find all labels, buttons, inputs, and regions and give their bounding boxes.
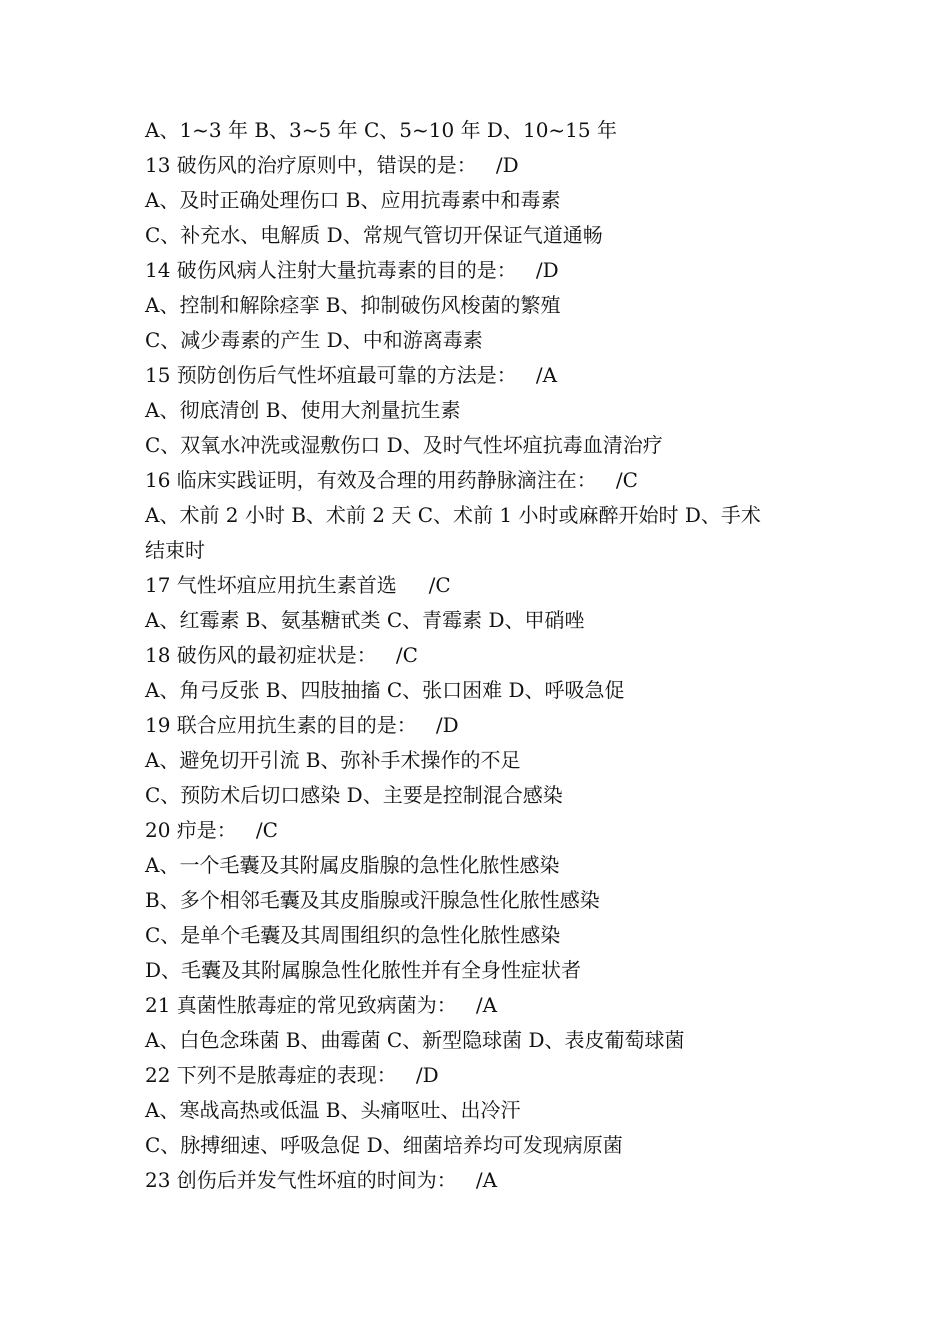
text-line-options: A、红霉素 B、氨基糖甙类 C、青霉素 D、甲硝唑	[145, 608, 585, 632]
text-line-options: A、寒战高热或低温 B、头痛呕吐、出冷汗	[145, 1098, 521, 1122]
question-17: 17 气性坏疽应用抗生素首选 /C	[145, 573, 451, 597]
text-line-options: A、避免切开引流 B、弥补手术操作的不足	[145, 748, 521, 772]
question-22: 22 下列不是脓毒症的表现： /D	[145, 1063, 439, 1087]
text-line-options: A、1~3 年 B、3~5 年 C、5~10 年 D、10~15 年	[145, 118, 617, 142]
text-line-options: A、彻底清创 B、使用大剂量抗生素	[145, 398, 461, 422]
question-21: 21 真菌性脓毒症的常见致病菌为： /A	[145, 993, 498, 1017]
text-line-options: D、毛囊及其附属腺急性化脓性并有全身性症状者	[145, 958, 582, 982]
text-line-options: B、多个相邻毛囊及其皮脂腺或汗腺急性化脓性感染	[145, 888, 600, 912]
document-body	[145, 113, 810, 1198]
text-line-continuation: 结束时	[145, 538, 205, 562]
text-line-options: C、是单个毛囊及其周围组织的急性化脓性感染	[145, 923, 561, 947]
question-14: 14 破伤风病人注射大量抗毒素的目的是： /D	[145, 258, 559, 282]
question-20: 20 疖是： /C	[145, 818, 278, 842]
text-line-options: A、一个毛囊及其附属皮脂腺的急性化脓性感染	[145, 853, 560, 877]
question-15: 15 预防创伤后气性坏疽最可靠的方法是： /A	[145, 363, 558, 387]
text-line-options: A、及时正确处理伤口 B、应用抗毒素中和毒素	[145, 188, 561, 212]
text-line-options: A、白色念珠菌 B、曲霉菌 C、新型隐球菌 D、表皮葡萄球菌	[145, 1028, 685, 1052]
text-line-options: C、补充水、电解质 D、常规气管切开保证气道通畅	[145, 223, 603, 247]
text-line-options: C、减少毒素的产生 D、中和游离毒素	[145, 328, 483, 352]
question-18: 18 破伤风的最初症状是： /C	[145, 643, 418, 667]
text-line-options: C、脉搏细速、呼吸急促 D、细菌培养均可发现病原菌	[145, 1133, 623, 1157]
text-line-options: A、术前 2 小时 B、术前 2 天 C、术前 1 小时或麻醉开始时 D、手术	[145, 503, 761, 527]
question-23: 23 创伤后并发气性坏疽的时间为： /A	[145, 1168, 498, 1192]
text-line-options: A、控制和解除痉挛 B、抑制破伤风梭菌的繁殖	[145, 293, 561, 317]
text-line-options: C、双氧水冲洗或湿敷伤口 D、及时气性坏疽抗毒血清治疗	[145, 433, 663, 457]
text-line-options: A、角弓反张 B、四肢抽搐 C、张口困难 D、呼吸急促	[145, 678, 625, 702]
text-line-options: C、预防术后切口感染 D、主要是控制混合感染	[145, 783, 563, 807]
question-16: 16 临床实践证明，有效及合理的用药静脉滴注在： /C	[145, 468, 638, 492]
question-13: 13 破伤风的治疗原则中，错误的是： /D	[145, 153, 519, 177]
question-19: 19 联合应用抗生素的目的是： /D	[145, 713, 459, 737]
